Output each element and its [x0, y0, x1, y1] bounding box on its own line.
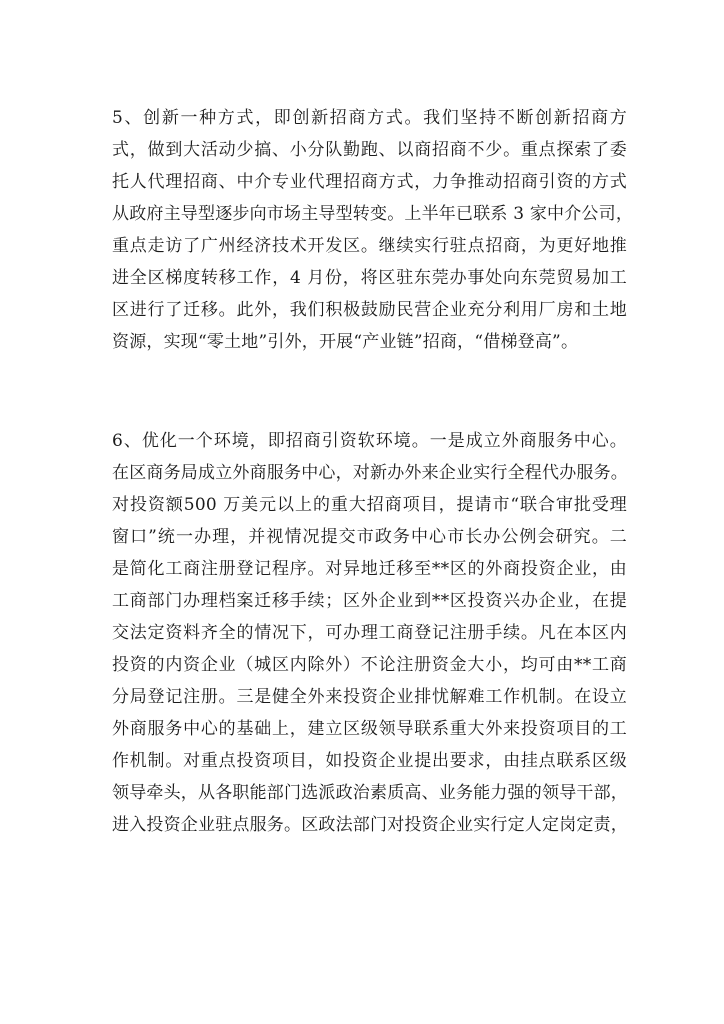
paragraph-line: 投资的内资企业（城区内除外）不论注册资金大小，均可由**工商 — [112, 655, 627, 675]
paragraph-line: 资源，实现“零土地”引外，开展“产业链”招商，“借梯登高”。 — [112, 332, 579, 352]
paragraph-line: 窗口”统一办理，并视情况提交市政务中心市长办公例会研究。二 — [112, 527, 627, 547]
paragraph-line: 从政府主导型逐步向市场主导型转变。上半年已联系 3 家中介公司， — [112, 204, 634, 224]
paragraph-line: 作机制。对重点投资项目，如投资企业提出要求，由挂点联系区级 — [112, 751, 627, 771]
paragraph-line: 是简化工商注册登记程序。对异地迁移至**区的外商投资企业，由 — [112, 559, 627, 579]
paragraph-6 — [112, 425, 627, 841]
paragraph-line: 外商服务中心的基础上，建立区级领导联系重大外来投资项目的工 — [112, 719, 627, 739]
paragraph-line: 重点走访了广州经济技术开发区。继续实行驻点招商，为更好地推 — [112, 236, 627, 256]
paragraph-line: 5、创新一种方式，即创新招商方式。我们坚持不断创新招商方 — [112, 108, 627, 128]
paragraph-line: 交法定资料齐全的情况下，可办理工商登记注册手续。凡在本区内 — [112, 623, 627, 643]
paragraph-5 — [112, 102, 634, 358]
paragraph-line: 进入投资企业驻点服务。区政法部门对投资企业实行定人定岗定责， — [112, 815, 628, 835]
paragraph-line: 工商部门办理档案迁移手续；区外企业到**区投资兴办企业，在提 — [112, 591, 627, 611]
paragraph-line: 6、优化一个环境，即招商引资软环境。一是成立外商服务中心。 — [112, 431, 627, 451]
paragraph-line: 区进行了迁移。此外，我们积极鼓励民营企业充分利用厂房和土地 — [112, 300, 627, 320]
paragraph-line: 分局登记注册。三是健全外来投资企业排忧解难工作机制。在设立 — [112, 687, 627, 707]
paragraph-line: 在区商务局成立外商服务中心，对新办外来企业实行全程代办服务。 — [112, 463, 628, 483]
paragraph-line: 托人代理招商、中介专业代理招商方式，力争推动招商引资的方式 — [112, 172, 627, 192]
paragraph-line: 进全区梯度转移工作，4 月份，将区驻东莞办事处向东莞贸易加工 — [112, 268, 627, 288]
paragraph-line: 式，做到大活动少搞、小分队勤跑、以商招商不少。重点探索了委 — [112, 140, 627, 160]
paragraph-line: 对投资额500 万美元以上的重大招商项目，提请市“联合审批受理 — [112, 495, 627, 515]
paragraph-line: 领导牵头，从各职能部门选派政治素质高、业务能力强的领导干部， — [112, 783, 628, 803]
